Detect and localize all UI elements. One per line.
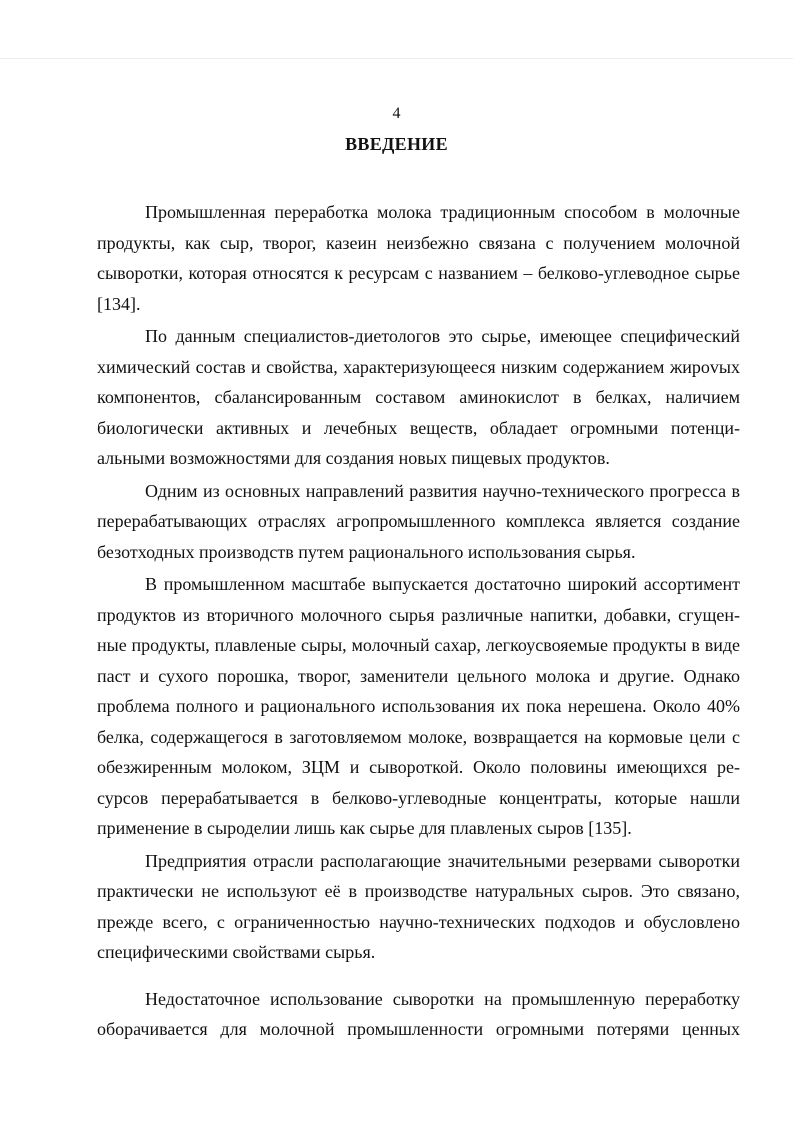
page-number: 4 [392, 105, 401, 122]
paragraph-5: Предприятия отрасли располагающие значительными резервами сыворотки практически не используют её в производстве натуральных сыров. Это связано, прежде всего, с ограниченностью научно-технических подходов и обусловлено специфическими свойствами сырья. [97, 850, 740, 962]
paragraph-4: В промышленном масштабе выпускается достаточно широкий ассортимент продуктов из вторичного молочного сырья различные напитки, добавки, сгущенные продукты, плавленые сыры, молочный сахар, легкоусвояемые продукты в виде паст и сухого порошка, творог, заменители цельного молока и другие. Однако проблема полного и рационального использования их пока нерешена. Около 40% белка, содержащегося в заготовляемом молоке, возвращается на кормовые цели с обезжиренным молоком, ЗЦМ и сывороткой. Около половины имеющихся ресурсов перерабатывается в белково-углеводные концентраты, которые нашли применение в сыроделии лишь как сырье для плавленых сыров [135]. [97, 574, 740, 838]
paragraph-2: По данным специалистов-диетологов это сырье, имеющее специфический химический состав и свойства, характеризующееся низким содержанием жироvых компонентов, сбалансированным составом аминокислот в белках, наличием биологически активных и лечебных веществ, обладает огромными потенциальными возможностями для создания новых пищевых продуктов. [97, 326, 740, 468]
paragraph-3: Одним из основных направлений развития научно-технического прогресса в перерабатывающих отраслях агропромышленного комплекса является создание безотходных производств путем рационального использования сырья. [97, 480, 740, 562]
section-heading: ВВЕДЕНИЕ [345, 134, 448, 154]
paragraph-1: Промышленная переработка молока традиционным способом в молочные продукты, как сыр, творог, казеин неизбежно связана с получением молочной сыворотки, которая относятся к ресурсам с названием – белково-углеводное сырье [134]. [97, 202, 740, 314]
body-text [97, 197, 740, 1045]
paragraph-6: Недостаточное использование сыворотки на промышленную переработку оборачивается для молочной промышленности огромными потерями ценных [97, 988, 740, 1039]
